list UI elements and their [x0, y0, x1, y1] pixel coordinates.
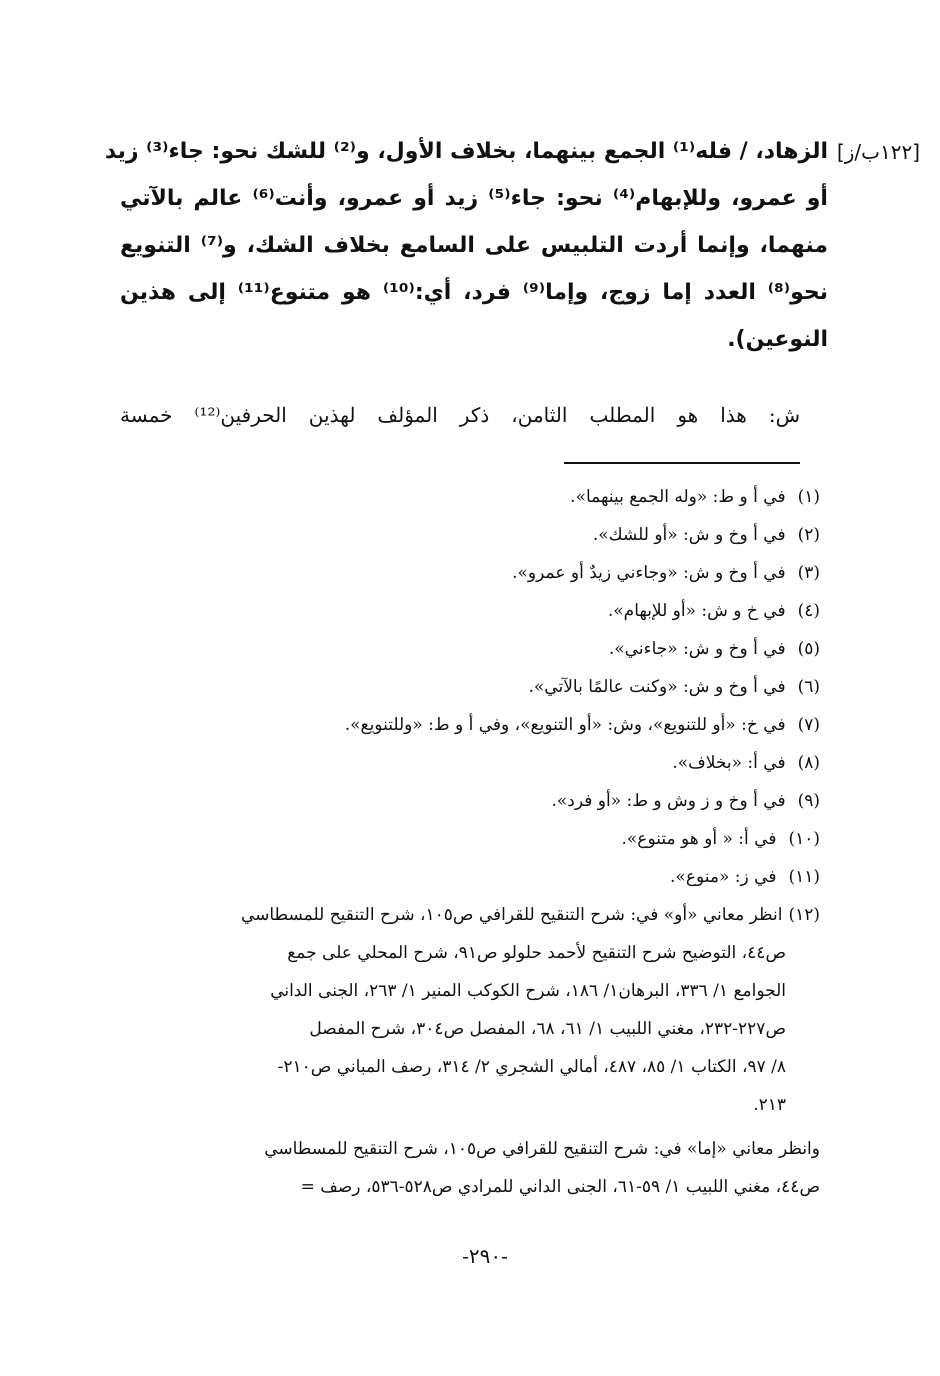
footnote-number: (٦) — [797, 677, 820, 697]
footnote-item — [120, 744, 820, 782]
footnote-number: (٢) — [797, 525, 820, 545]
main-text — [104, 128, 829, 363]
footnote-text: في أ وخ و ش: «أو للشك». — [592, 525, 786, 545]
footnote-text: في أ وخ و ش: «جاءني». — [608, 639, 786, 659]
page-number: -٢٩٠- — [462, 1244, 508, 1268]
main-text-line: الزهاد، / فله⁽¹⁾ الجمع بينهما، بخلاف الأول، و⁽²⁾ للشك نحو: جاء⁽³⁾ زيد — [104, 139, 828, 164]
footnote-text: في خ: «أو للتنويع»، وش: «أو التنويع»، وفي أ و ط: «وللتنويع». — [344, 715, 786, 735]
footnote-item — [120, 668, 820, 706]
footnote-number: (٩) — [797, 791, 820, 811]
footnote-item-long — [120, 896, 820, 1206]
footnote-number: (١١) — [788, 867, 820, 887]
main-text-line: النوعين). — [727, 327, 828, 352]
footnote-text: في أ: « أو هو متنوع». — [621, 829, 777, 849]
footnote-text: في ز: «منوع». — [670, 867, 777, 887]
manuscript-folio-reference: [١٢٢ب/ز] — [836, 140, 920, 164]
footnote-line: ٢١٣. — [753, 1095, 786, 1115]
footnote-item — [120, 592, 820, 630]
footnote-text: في أ وخ و ز وش و ط: «أو فرد». — [551, 791, 786, 811]
footnote-line: الجوامع ١/ ٣٣٦، البرهان١/ ١٨٦، شرح الكوكب المنير ١/ ٢٦٣، الجنى الداني — [270, 981, 786, 1001]
footnote-line — [120, 896, 820, 934]
footnote-line: ٨/ ٩٧، الكتاب ١/ ٨٥، ٤٨٧، أمالي الشجري ٢/ ٣١٤، رصف المباني ص٢١٠- — [277, 1057, 786, 1077]
footnote-line: ص٢٢٧-٢٣٢، مغني اللبيب ١/ ٦١، ٦٨، المفصل ص٣٠٤، شرح المفصل — [309, 1019, 786, 1039]
footnote-line: وانظر معاني «إما» في: شرح التنقيح للقرافي ص١٠٥، شرح التنقيح للمسطاسي — [264, 1139, 820, 1159]
footnote-number: (٨) — [797, 753, 820, 773]
footnote-text: انظر معاني «أو» في: شرح التنقيح للقرافي ص١٠٥، شرح التنقيح للمسطاسي — [240, 905, 783, 925]
footnote-text: في خ و ش: «أو للإبهام». — [607, 601, 786, 621]
footnote-number: (٧) — [797, 715, 820, 735]
footnote-item — [120, 782, 820, 820]
footnote-number: (٥) — [797, 639, 820, 659]
footnote-item — [120, 706, 820, 744]
footnote-item — [120, 858, 820, 896]
footnotes — [120, 478, 820, 1206]
footnote-text: في أ وخ و ش: «وكنت عالمًا بالآتي». — [528, 677, 786, 697]
footnote-text: في أ و ط: «وله الجمع بينهما». — [570, 487, 786, 507]
main-text-line: منهما، وإنما أردت التلبيس على السامع بخلاف الشك، و⁽⁷⁾ التنويع — [120, 233, 829, 258]
footnote-number: (١٠) — [788, 829, 820, 849]
footnote-number: (١٢) — [788, 905, 820, 925]
footnote-separator — [564, 462, 800, 464]
commentary-line: ش: هذا هو المطلب الثامن، ذكر المؤلف لهذين الحرفين⁽¹²⁾ خمسة — [120, 403, 800, 427]
footnote-number: (٤) — [797, 601, 820, 621]
footnote-item — [120, 516, 820, 554]
footnote-item — [120, 478, 820, 516]
footnote-text: في أ وخ و ش: «وجاءني زيدٌ أو عمرو». — [512, 563, 786, 583]
main-text-line: أو عمرو، وللإبهام⁽⁴⁾ نحو: جاء⁽⁵⁾ زيد أو عمرو، وأنت⁽⁶⁾ عالم بالآتي — [120, 186, 828, 211]
footnote-item — [120, 554, 820, 592]
footnote-line: ص٤٤، التوضيح شرح التنقيح لأحمد حلولو ص٩١، شرح المحلي على جمع — [287, 943, 786, 963]
footnote-line: ص٤٤، مغني اللبيب ١/ ٥٩-٦١، الجنى الداني للمرادي ص٥٢٨-٥٣٦، رصف = — [300, 1177, 820, 1197]
footnote-item — [120, 820, 820, 858]
footnote-item — [120, 630, 820, 668]
footnote-number: (٣) — [797, 563, 820, 583]
footnote-number: (١) — [797, 487, 820, 507]
footnote-text: في أ: «بخلاف». — [672, 753, 786, 773]
main-text-line: نحو⁽⁸⁾ العدد إما زوج، وإما⁽⁹⁾ فرد، أي:⁽¹⁰⁾ هو متنوع⁽¹¹⁾ إلى هذين — [120, 280, 828, 305]
